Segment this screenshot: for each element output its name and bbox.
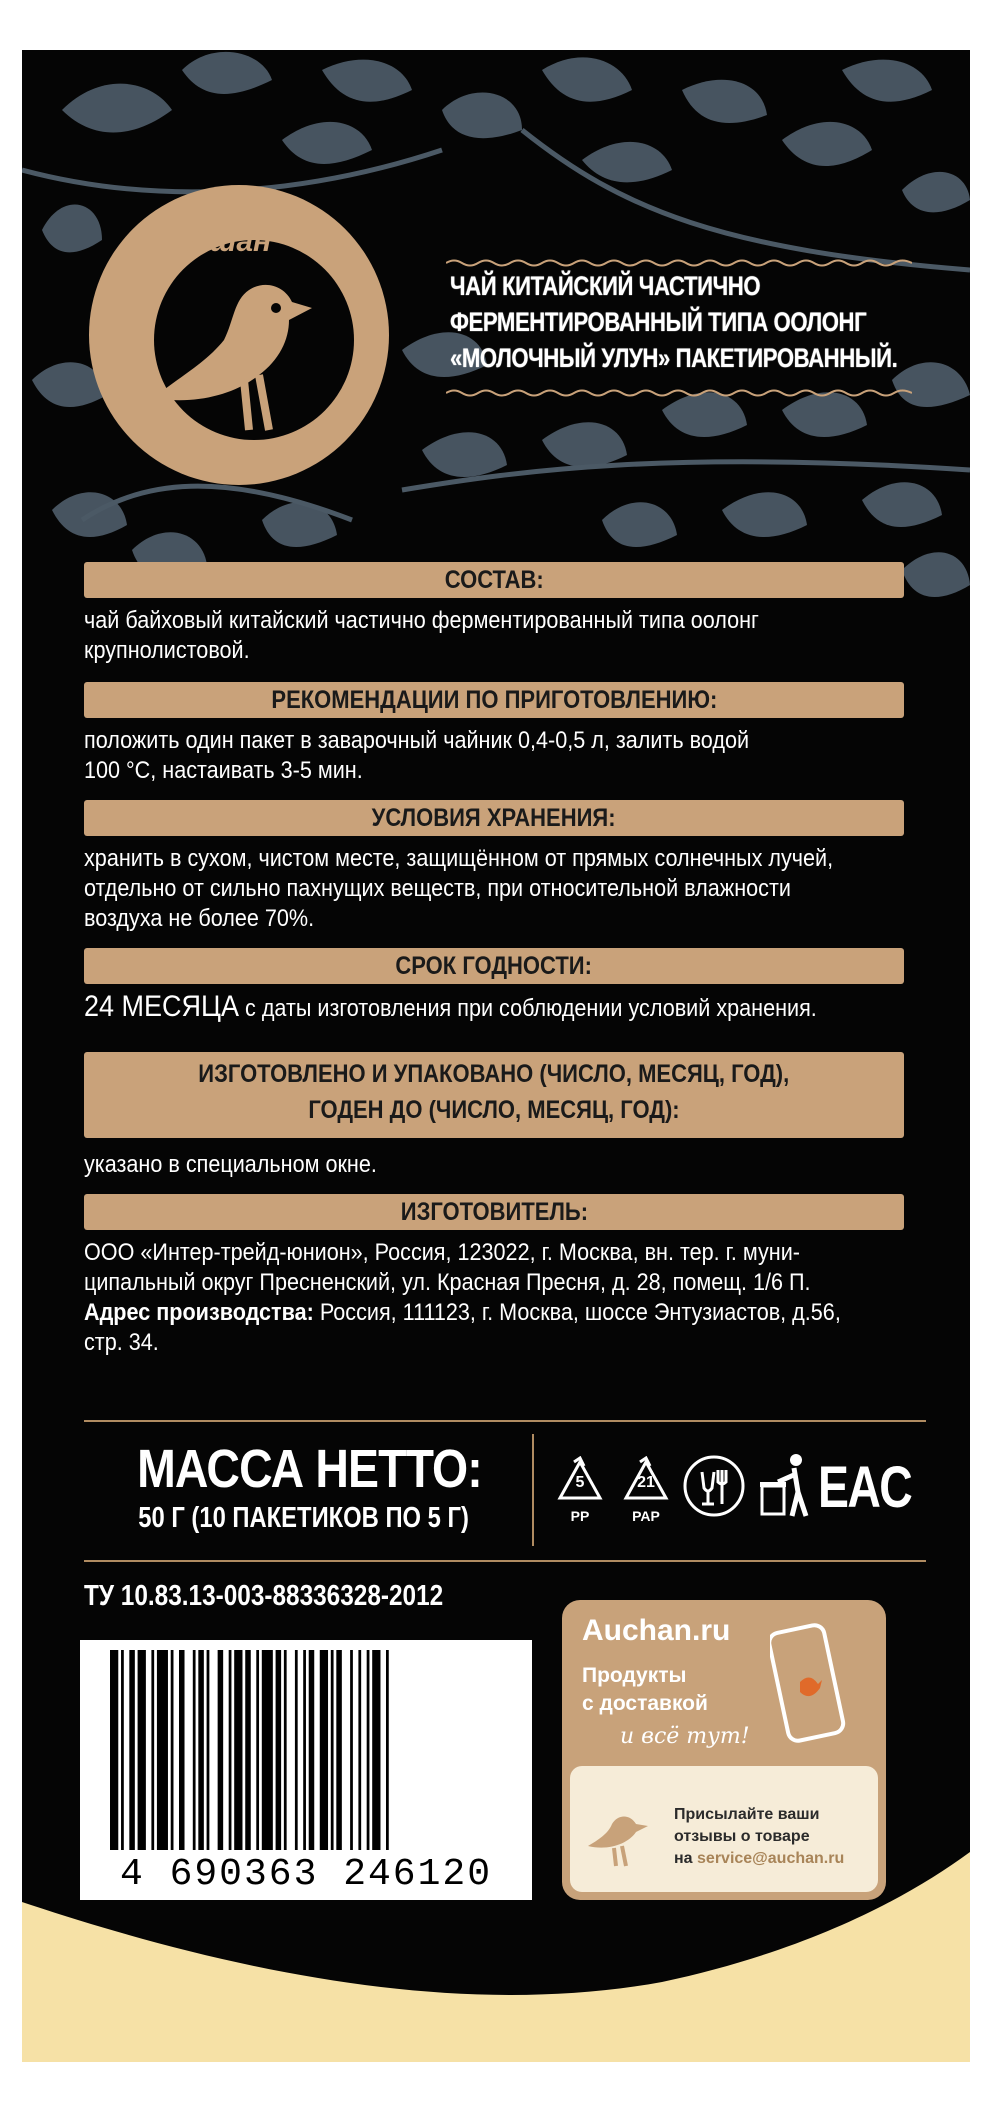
product-title-line: ЧАЙ КИТАЙСКИЙ ЧАСТИЧНО <box>450 271 761 301</box>
manufacturer-text: ООО «Интер-трейд-юнион», Россия, 123022, г. Москва, вн. тер. г. муни- ципальный округ Пресненский, ул. Красная Пресня, д. 28, помещ. 1/6 П. Адрес производства: Россия, 111123, г. Москва, шоссе Энтузиастов, д.56, стр. 34. <box>84 1239 841 1356</box>
feedback-email[interactable]: service@auchan.ru <box>697 1850 845 1867</box>
composition-heading: СОСТАВ: <box>84 562 904 598</box>
feedback-line: отзывы о товаре <box>674 1828 810 1845</box>
promo-card <box>562 1600 886 1900</box>
barcode-bar <box>367 1650 370 1850</box>
eac-icon: EAC <box>818 1455 912 1520</box>
barcode-bar <box>262 1650 273 1850</box>
shelf-life-text <box>84 992 944 1024</box>
feedback-email-line: на service@auchan.ru <box>674 1850 845 1867</box>
bird-icon <box>578 1796 658 1876</box>
promo-site[interactable]: Auchan.ru <box>582 1614 731 1647</box>
preparation-text: положить один пакет в заварочный чайник 0,4-0,5 л, залить водой 100 °С, настаивать 3-5 мин. <box>84 727 750 784</box>
barcode-bar <box>218 1650 224 1850</box>
shelf-life-value: 24 МЕСЯЦА <box>84 990 240 1023</box>
barcode-bar <box>151 1650 154 1850</box>
barcode-bar <box>207 1650 210 1850</box>
recycle-pp-code: 5 <box>575 1474 585 1491</box>
barcode-bar <box>372 1650 380 1850</box>
composition-text: чай байховый китайский частично ферментированный типа оолонг крупнолистовой. <box>84 607 759 664</box>
barcode-bar <box>320 1650 328 1850</box>
barcode-bar <box>284 1650 287 1850</box>
address-label: Адрес производства: <box>84 1299 314 1326</box>
barcode-bar <box>331 1650 334 1850</box>
barcode-bar <box>121 1650 124 1850</box>
recycle-pap-code: 21 <box>637 1474 655 1491</box>
barcode-bar <box>129 1650 135 1850</box>
manufacturer-heading: ИЗГОТОВИТЕЛЬ: <box>84 1194 904 1230</box>
barcode-bar <box>110 1650 118 1850</box>
net-mass-title: МАССА НЕТТО: <box>136 1439 482 1499</box>
barcode-bar <box>157 1650 168 1850</box>
product-title-line: ФЕРМЕНТИРОВАННЫЙ ТИПА ООЛОНГ <box>450 307 867 337</box>
barcode-bar <box>171 1650 174 1850</box>
barcode-bar <box>309 1650 315 1850</box>
divider-bottom <box>84 1560 926 1562</box>
barcode-bar <box>350 1650 353 1850</box>
product-title-line: «МОЛОЧНЫЙ УЛУН» ПАКЕТИРОВАННЫЙ. <box>450 343 898 373</box>
feedback-card <box>570 1766 878 1892</box>
tu-code: ТУ 10.83.13-003-88336328-2012 <box>84 1580 444 1612</box>
wavy-divider-bottom <box>446 388 912 398</box>
barcode-bar <box>138 1650 146 1850</box>
shelf-life-rest: с даты изготовления при соблюдении условий хранения. <box>245 995 817 1022</box>
phone-icon <box>770 1622 850 1752</box>
storage-text: хранить в сухом, чистом месте, защищённом от прямых солнечных лучей, отдельно от сильно пахнущих веществ, при относительной влажности воздуха не более 70%. <box>84 845 834 932</box>
product-title <box>450 268 898 376</box>
preparation-heading: РЕКОМЕНДАЦИИ ПО ПРИГОТОВЛЕНИЮ: <box>84 682 904 718</box>
barcode-bar <box>295 1650 298 1850</box>
wavy-divider-top <box>446 258 912 268</box>
barcode-bar <box>179 1650 185 1850</box>
net-mass-value: 50 Г (10 ПАКЕТИКОВ ПО 5 Г) <box>138 1502 470 1534</box>
storage-heading: УСЛОВИЯ ХРАНЕНИЯ: <box>84 800 904 836</box>
logo-text: Ашан <box>188 225 272 258</box>
barcode-bar <box>336 1650 342 1850</box>
barcode-bar <box>276 1650 282 1850</box>
package-label <box>22 50 970 2062</box>
barcode-bar <box>193 1650 196 1850</box>
recycle-pp-label: PP <box>570 1508 590 1524</box>
promo-line: с доставкой <box>582 1692 708 1715</box>
barcode-number: 4 690363 246120 <box>119 1853 493 1896</box>
feedback-line: Присылайте ваши <box>674 1806 820 1823</box>
barcode-bars <box>80 1650 532 1860</box>
dates-heading: ИЗГОТОВЛЕНО И УПАКОВАНО (ЧИСЛО, МЕСЯЦ, ГОД), ГОДЕН ДО (ЧИСЛО, МЕСЯЦ, ГОД): <box>84 1052 904 1138</box>
dispose-bin-icon <box>758 1452 812 1518</box>
dates-text: указано в специальном окне. <box>84 1151 377 1178</box>
barcode-bar <box>386 1650 389 1850</box>
divider-top <box>84 1420 926 1422</box>
food-safe-icon <box>682 1454 746 1518</box>
shelf-life-heading: СРОК ГОДНОСТИ: <box>84 948 904 984</box>
barcode-bar <box>303 1650 306 1850</box>
barcode-bar <box>256 1650 259 1850</box>
barcode-bar <box>198 1650 204 1850</box>
promo-line: Продукты <box>582 1664 687 1687</box>
barcode-bar <box>358 1650 361 1850</box>
barcode-bar <box>234 1650 242 1850</box>
divider-vertical <box>532 1434 534 1546</box>
barcode <box>80 1640 532 1900</box>
promo-script: и всё тут! <box>620 1724 750 1749</box>
barcode-bar <box>229 1650 232 1850</box>
barcode-bar <box>245 1650 251 1850</box>
recycle-pap-label: PAP <box>632 1508 660 1524</box>
